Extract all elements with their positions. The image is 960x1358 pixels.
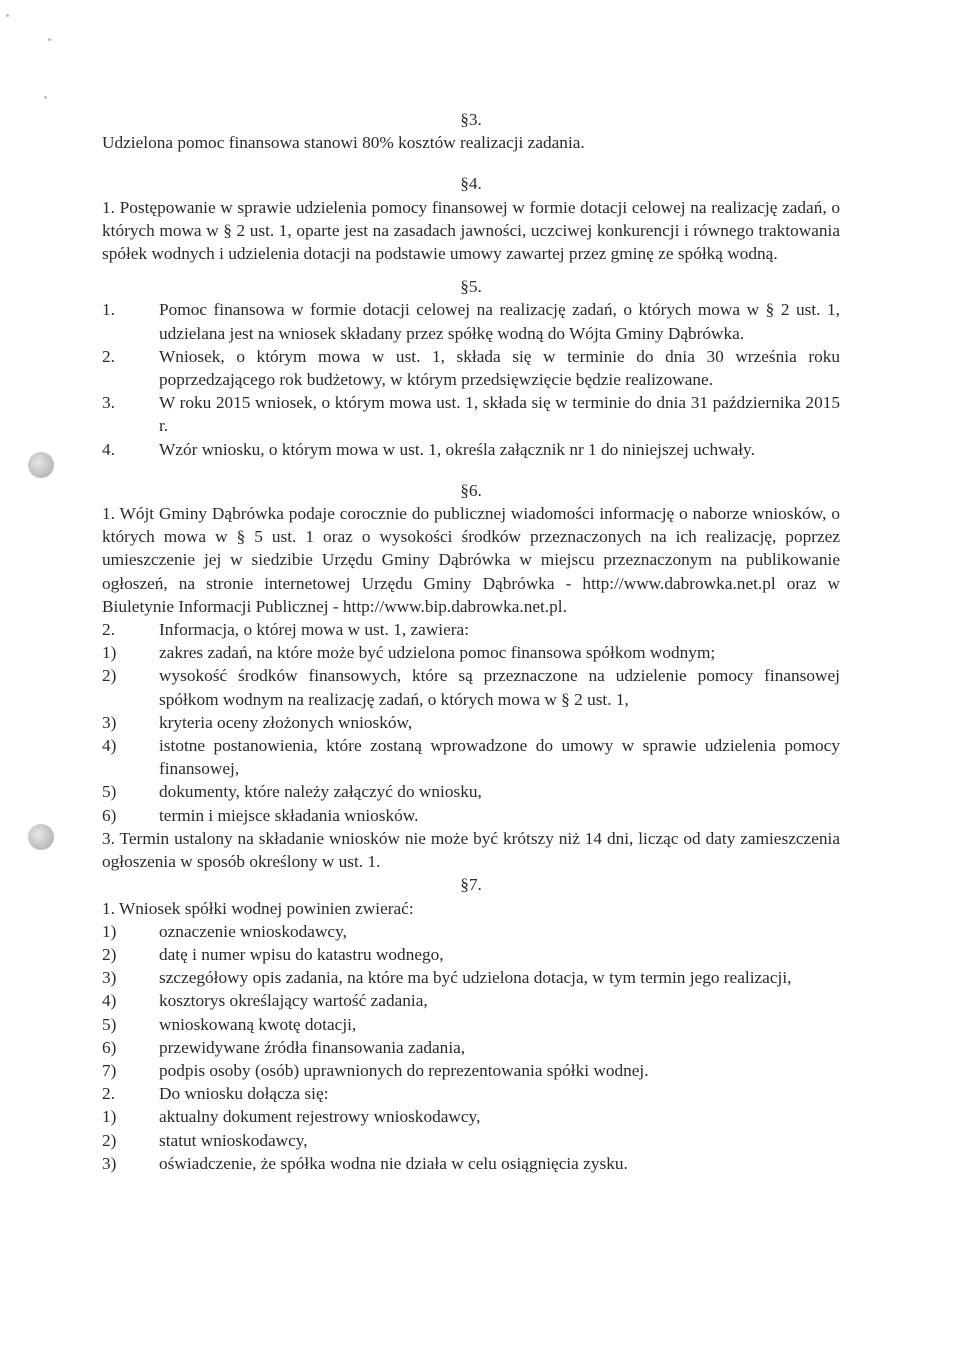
item-text: podpis osoby (osób) uprawnionych do reprezentowania spółki wodnej. <box>159 1060 649 1080</box>
list-item <box>102 989 840 1012</box>
scan-speck <box>48 38 51 41</box>
item-text: W roku 2015 wniosek, o którym mowa ust. 1, składa się w terminie do dnia 31 października 2015 r. <box>159 393 840 436</box>
item-number: 2) <box>102 944 117 964</box>
item-number: 4) <box>102 736 117 756</box>
item-number: 2. <box>102 346 115 366</box>
list-item <box>102 734 840 780</box>
item-number: 2. <box>102 620 115 640</box>
section-6-title: §6. <box>460 480 482 500</box>
item-number: 3) <box>102 968 117 988</box>
item-text: wysokość środków finansowych, które są przeznaczone na udzielenie pomocy finansowej spółkom wodnym na realizację zadań, o których mowa w § 2 ust. 1, <box>159 666 840 709</box>
list-item <box>102 780 840 803</box>
item-number: 3) <box>102 712 117 732</box>
section-6-paragraph-1: 1. Wójt Gminy Dąbrówka podaje corocznie do publicznej wiadomości informację o naborze wniosków, o których mowa w § 5 ust. 1 oraz o wysokości środków przeznaczonych na ich realizację, poprzez umieszczenie jej w siedzibie Urzędu Gminy Dąbrówka w miejscu przeznaczonym na publikowanie ogłoszeń, na stronie internetowej Urzędu Gminy Dąbrówka - http://www.dabrowka.net.pl oraz w Biuletynie Informacji Publicznej - http://www.bip.dabrowka.net.pl. <box>102 504 840 616</box>
item-text: oświadczenie, że spółka wodna nie działa w celu osiągnięcia zysku. <box>159 1153 628 1173</box>
item-text: aktualny dokument rejestrowy wnioskodawcy, <box>159 1107 481 1127</box>
item-number: 7) <box>102 1060 117 1080</box>
section-5-item <box>102 438 840 461</box>
list-item <box>102 1036 840 1059</box>
list-item <box>102 804 840 827</box>
item-text: oznaczenie wnioskodawcy, <box>159 921 347 941</box>
list-item <box>102 1059 840 1082</box>
item-number: 3) <box>102 1153 117 1173</box>
item-number: 5) <box>102 1014 117 1034</box>
item-text: dokumenty, które należy załączyć do wniosku, <box>159 782 482 802</box>
section-4-title: §4. <box>460 174 482 194</box>
item-text: kryteria oceny złożonych wniosków, <box>159 712 413 732</box>
list-item <box>102 664 840 710</box>
section-5-title: §5. <box>460 277 482 297</box>
document-body <box>102 108 840 1175</box>
item-text: Informacja, o której mowa w ust. 1, zawiera: <box>159 620 469 640</box>
list-item <box>102 920 840 943</box>
item-text: statut wnioskodawcy, <box>159 1130 308 1150</box>
item-number: 2. <box>102 1084 115 1104</box>
item-number: 1. <box>102 300 115 320</box>
item-number: 6) <box>102 1037 117 1057</box>
item-text: datę i numer wpisu do katastru wodnego, <box>159 944 444 964</box>
item-text: wnioskowaną kwotę dotacji, <box>159 1014 357 1034</box>
list-item <box>102 966 840 989</box>
list-item <box>102 1129 840 1152</box>
item-number: 1) <box>102 921 117 941</box>
section-3-title: §3. <box>460 110 482 129</box>
list-item <box>102 641 840 664</box>
item-number: 1) <box>102 643 117 663</box>
item-text: istotne postanowienia, które zostaną wprowadzone do umowy w sprawie udzielenia pomocy finansowej, <box>159 736 840 779</box>
scan-speck <box>44 96 47 99</box>
scan-speck <box>6 14 9 17</box>
item-text: zakres zadań, na które może być udzielona pomoc finansowa spółkom wodnym; <box>159 643 716 663</box>
item-number: 5) <box>102 782 117 802</box>
item-number: 4. <box>102 439 115 459</box>
list-item <box>102 1013 840 1036</box>
item-text: kosztorys określający wartość zadania, <box>159 991 428 1011</box>
section-7-title: §7. <box>460 875 482 895</box>
list-item <box>102 1105 840 1128</box>
section-5-item <box>102 298 840 344</box>
item-text: przewidywane źródła finansowania zadania, <box>159 1037 466 1057</box>
section-3-text: Udzielona pomoc finansowa stanowi 80% kosztów realizacji zadania. <box>102 133 585 153</box>
item-number: 6) <box>102 805 117 825</box>
section-5-item <box>102 391 840 437</box>
list-item <box>102 711 840 734</box>
punch-hole <box>28 452 54 478</box>
item-number: 2) <box>102 1130 117 1150</box>
section-7-paragraph-2 <box>102 1082 840 1105</box>
punch-hole <box>28 824 54 850</box>
section-5-item <box>102 345 840 391</box>
list-item <box>102 1152 840 1175</box>
item-number: 3. <box>102 393 115 413</box>
item-number: 1) <box>102 1107 117 1127</box>
list-item <box>102 943 840 966</box>
item-text: szczegółowy opis zadania, na które ma być udzielona dotacja, w tym termin jego realizacji, <box>159 968 792 988</box>
section-6-paragraph-2 <box>102 618 840 641</box>
item-text: Do wniosku dołącza się: <box>159 1084 329 1104</box>
item-text: Wniosek, o którym mowa w ust. 1, składa się w terminie do dnia 30 września roku poprzedzającego rok budżetowy, w którym przedsięwzięcie będzie realizowane. <box>159 346 840 390</box>
section-4-text: 1. Postępowanie w sprawie udzielenia pomocy finansowej w formie dotacji celowej na realizację zadań, o których mowa w § 2 ust. 1, oparte jest na zasadach jawności, uczciwej konkurencji i równego traktowania spółek wodnych i udzielenia dotacji na podstawie umowy zawartej przez gminę ze spółką wodną. <box>102 197 840 264</box>
item-number: 2) <box>102 666 117 686</box>
item-text: Pomoc finansowa w formie dotacji celowej na realizację zadań, o których mowa w § 2 ust. 1, udzielana jest na wniosek składany przez spółkę wodną do Wójta Gminy Dąbrówka. <box>159 300 840 343</box>
section-7-paragraph-1: 1. Wniosek spółki wodnej powinien zwierać: <box>102 898 414 918</box>
item-text: termin i miejsce składania wniosków. <box>159 805 419 825</box>
item-number: 4) <box>102 991 117 1011</box>
item-text: Wzór wniosku, o którym mowa w ust. 1, określa załącznik nr 1 do niniejszej uchwały. <box>159 439 755 459</box>
section-6-paragraph-3: 3. Termin ustalony na składanie wniosków nie może być krótszy niż 14 dni, licząc od daty zamieszczenia ogłoszenia w sposób określony w ust. 1. <box>102 828 840 872</box>
